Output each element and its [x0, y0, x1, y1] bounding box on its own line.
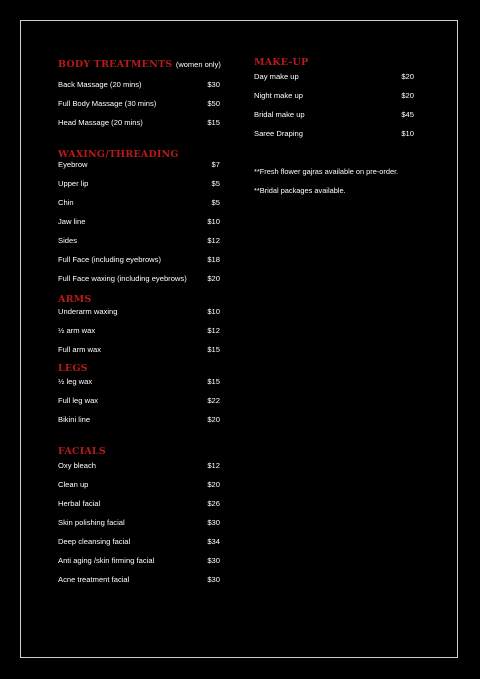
- item-name: Clean up: [58, 480, 89, 489]
- item-price: $5: [211, 198, 220, 207]
- menu-item: [58, 499, 220, 509]
- item-price: $20: [207, 480, 220, 489]
- item-name: Eyebrow: [58, 160, 88, 169]
- item-name: Bridal make up: [254, 110, 305, 119]
- item-name: Jaw line: [58, 217, 86, 226]
- item-price: $30: [207, 518, 220, 527]
- item-name: Upper lip: [58, 179, 89, 188]
- item-name: Skin polishing facial: [58, 518, 125, 527]
- item-price: $15: [207, 118, 220, 127]
- menu-item: [58, 480, 220, 490]
- menu-item: [58, 377, 220, 387]
- item-price: $15: [207, 345, 220, 354]
- section-title: FACIALS: [58, 446, 106, 457]
- item-name: Acne treatment facial: [58, 575, 130, 584]
- item-price: $30: [207, 80, 220, 89]
- item-name: Deep cleansing facial: [58, 537, 131, 546]
- item-name: Day make up: [254, 72, 299, 81]
- item-name: Full Face (including eyebrows): [58, 255, 161, 264]
- menu-item: [58, 307, 220, 317]
- section-title: ARMS: [58, 294, 92, 305]
- item-price: $18: [207, 255, 220, 264]
- menu-item: [254, 110, 414, 120]
- item-name: ½ arm wax: [58, 326, 96, 335]
- item-name: Saree Draping: [254, 129, 303, 138]
- menu-item: [58, 160, 220, 170]
- item-price: $10: [207, 307, 220, 316]
- item-name: Oxy bleach: [58, 461, 96, 470]
- menu-item: [58, 274, 220, 284]
- note-bridal-packages: **Bridal packages available.: [254, 186, 346, 195]
- item-price: $30: [207, 556, 220, 565]
- menu-item: [58, 118, 220, 128]
- section-title: WAXING/THREADING: [58, 149, 179, 160]
- menu-item: [58, 217, 220, 227]
- menu-item: [58, 80, 220, 90]
- menu-item: [58, 575, 220, 585]
- section-waxing-threading: [58, 148, 220, 283]
- menu-item: [58, 345, 220, 355]
- section-title: BODY TREATMENTS (women only): [58, 59, 221, 70]
- menu-item: [58, 396, 220, 406]
- section-legs: [58, 362, 220, 424]
- menu-item: [58, 461, 220, 471]
- item-name: Underarm waxing: [58, 307, 118, 316]
- section-title: MAKE-UP: [254, 57, 309, 68]
- menu-item: [58, 518, 220, 528]
- item-name: Night make up: [254, 91, 303, 100]
- item-name: Bikini line: [58, 415, 91, 424]
- item-price: $30: [207, 575, 220, 584]
- item-price: $15: [207, 377, 220, 386]
- item-price: $10: [207, 217, 220, 226]
- item-price: $45: [401, 110, 414, 119]
- item-price: $12: [207, 326, 220, 335]
- item-price: $12: [207, 461, 220, 470]
- item-price: $20: [207, 274, 220, 283]
- menu-item: [58, 255, 220, 265]
- item-price: $10: [401, 129, 414, 138]
- section-body-treatments: [58, 58, 221, 127]
- item-price: $20: [401, 91, 414, 100]
- item-price: $12: [207, 236, 220, 245]
- item-price: $26: [207, 499, 220, 508]
- menu-item: [58, 415, 220, 425]
- item-name: Full arm wax: [58, 345, 102, 354]
- item-name: Full Face waxing (including eyebrows): [58, 274, 187, 283]
- section-arms: [58, 293, 220, 354]
- item-price: $50: [207, 99, 220, 108]
- item-price: $7: [211, 160, 220, 169]
- item-name: Chin: [58, 198, 74, 207]
- menu-item: [254, 72, 414, 82]
- section-make-up: [254, 56, 416, 195]
- menu-item: [254, 91, 414, 101]
- note-gajras: **Fresh flower gajras available on pre-order.: [254, 167, 399, 176]
- item-price: $20: [207, 415, 220, 424]
- menu-item: [58, 179, 220, 189]
- menu-item: [58, 326, 220, 336]
- menu-item: [58, 556, 220, 566]
- item-name: Full Body Massage (30 mins): [58, 99, 157, 108]
- item-price: $20: [401, 72, 414, 81]
- section-facials: [58, 445, 220, 584]
- menu-item: [58, 198, 220, 208]
- item-name: Full leg wax: [58, 396, 99, 405]
- section-title: LEGS: [58, 363, 88, 374]
- menu-item: [58, 236, 220, 246]
- item-name: Back Massage (20 mins): [58, 80, 142, 89]
- item-name: Anti aging /skin firming facial: [58, 556, 155, 565]
- item-name: Sides: [58, 236, 77, 245]
- item-price: $5: [211, 179, 220, 188]
- item-price: $22: [207, 396, 220, 405]
- item-name: Head Massage (20 mins): [58, 118, 143, 127]
- menu-item: [58, 537, 220, 547]
- item-price: $34: [207, 537, 220, 546]
- item-name: ½ leg wax: [58, 377, 93, 386]
- menu-item: [254, 129, 414, 139]
- section-note: (women only): [175, 60, 221, 69]
- item-name: Herbal facial: [58, 499, 101, 508]
- menu-item: [58, 99, 220, 109]
